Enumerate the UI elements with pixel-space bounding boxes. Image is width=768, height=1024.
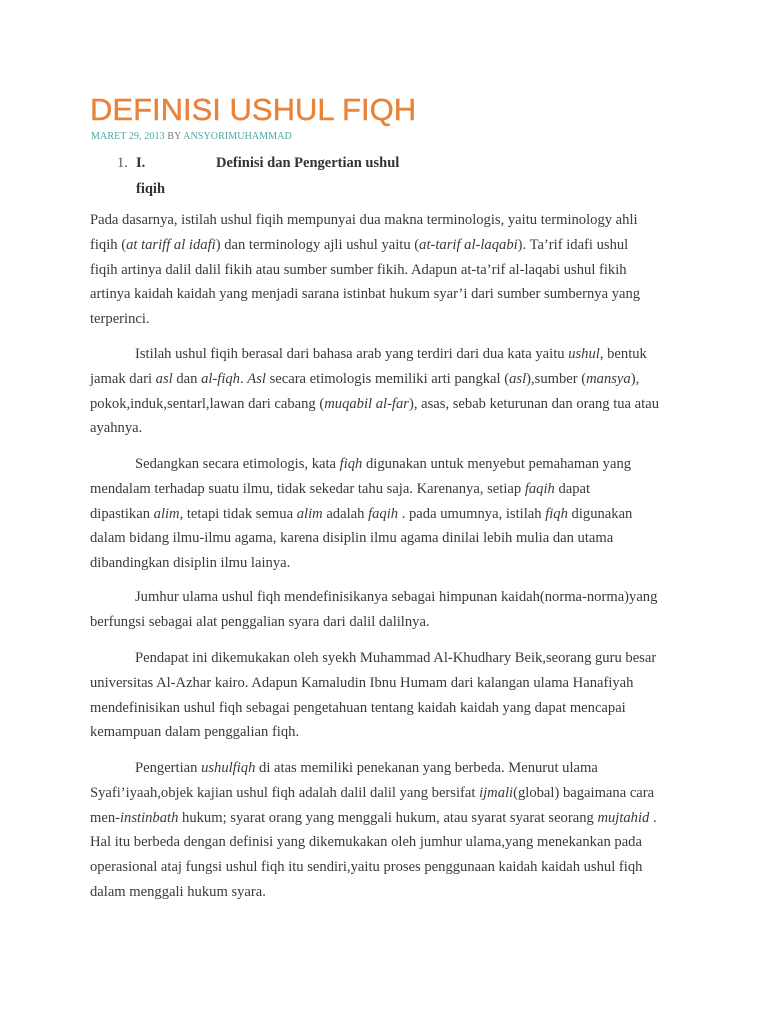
text-line: jamak dari asl dan al-fiqh. Asl secara etimologis memiliki arti pangkal (asl),sumber (mansya), [90, 370, 640, 387]
paragraph-3 [90, 452, 690, 576]
text-line: artinya kaidah kaidah yang menjadi sarana istinbat hukum syar’i dari sumber sumbernya yang [90, 286, 641, 303]
paragraph-5 [90, 646, 690, 745]
italic-term: asl [155, 370, 173, 387]
author-link[interactable]: ANSYORIMUHAMMAD [183, 131, 292, 142]
text-line: dalam menggali hukum syara. [90, 883, 266, 900]
post-date-link[interactable]: MARET 29, 2013 [91, 131, 165, 142]
italic-term: mujtahid [597, 809, 650, 826]
text-line: Pengertian ushulfiqh di atas memiliki penekanan yang berbeda. Menurut ulama [135, 760, 598, 776]
section-heading [117, 150, 399, 202]
italic-term: muqabil al-far [324, 395, 409, 412]
text-line: universitas Al-Azhar kairo. Adapun Kamaludin Ibnu Humam dari kalangan ulama Hanafiyah [90, 674, 634, 691]
text-line: dipastikan alim, tetapi tidak semua alim adalah faqih . pada umumnya, istilah fiqh digunakan [90, 505, 633, 522]
italic-term: asl [509, 370, 527, 387]
article-title: DEFINISI USHUL FIQH [90, 92, 417, 127]
text-line: Pada dasarnya, istilah ushul fiqih mempunyai dua makna terminologis, yaitu terminology ahli [90, 212, 638, 228]
text-line: dalam bidang ilmu-ilmu agama, karena disiplin ilmu agama dinilai lebih mulia dan utama [90, 530, 614, 547]
text-line: pokok,induk,sentarl,lawan dari cabang (muqabil al-far), asas, sebab keturunan dan orang tua atau [90, 395, 659, 412]
text-line: berfungsi sebagai alat penggalian syara dari dalil dalilnya. [90, 613, 430, 630]
italic-term: fiqh [545, 505, 568, 522]
italic-term: mansya [586, 370, 631, 387]
text-line: men-instinbath hukum; syarat orang yang menggali hukum, atau syarat syarat seorang mujtahid . [90, 809, 657, 826]
text-line: terperinci. [90, 311, 150, 328]
italic-term: alim [296, 505, 323, 522]
text-line: fiqih artinya dalil dalil fikih atau sumber sumber fikih. Adapun at-ta’rif al-laqabi ushul fikih [90, 261, 627, 278]
text-line: Pendapat ini dikemukakan oleh syekh Muhammad Al-Khudhary Beik,seorang guru besar [135, 650, 657, 666]
text-line: operasional ataj fungsi ushul fiqh itu sendiri,yaitu proses penggunaan kaidah kaidah ushul fiqh [90, 859, 643, 876]
text-line: ayahnya. [90, 420, 143, 437]
text-line: mendalam terhadap suatu ilmu, tidak sekedar tahu saja. Karenanya, setiap faqih dapat [90, 480, 591, 497]
italic-term: ijmali [479, 784, 514, 801]
italic-term: alim, [153, 505, 184, 522]
text-line: Jumhur ulama ushul fiqh mendefinisikanya sebagai himpunan kaidah(norma-norma)yang [135, 589, 658, 605]
text-line: Istilah ushul fiqih berasal dari bahasa arab yang terdiri dari dua kata yaitu ushul, bentuk [135, 346, 647, 362]
paragraph-4 [90, 585, 690, 635]
italic-term: Asl [247, 370, 266, 387]
italic-term: fiqh [339, 456, 363, 472]
italic-term: ushul [568, 346, 600, 362]
italic-term: ushulfiqh [201, 760, 256, 776]
italic-term: faqih [524, 480, 555, 497]
heading-continuation: fiqih [136, 181, 166, 197]
text-line: Hal itu berbeda dengan definisi yang dikemukakan oleh jumhur ulama,yang menekankan pada [90, 834, 642, 851]
article-meta [91, 131, 292, 143]
text-line: fiqih (at tariff al idafi) dan terminology ajli ushul yaitu (at-tarif al-laqabi). Ta’rif idafi ushul [90, 236, 629, 253]
text-line: Sedangkan secara etimologis, kata fiqh digunakan untuk menyebut pemahaman yang [135, 456, 632, 472]
text-line: dibandingkan disiplin ilmu lainya. [90, 555, 291, 572]
italic-term: faqih [368, 505, 399, 522]
byline-label: BY [167, 131, 182, 142]
italic-term: at tariff al idafi [126, 236, 216, 253]
text-line: Syafi’iyaah,objek kajian ushul fiqh adalah dalil dalil yang bersifat ijmali(global) bagaimana cara [90, 784, 655, 801]
paragraph-2 [90, 342, 690, 441]
italic-term: al-fiqh [201, 370, 240, 387]
italic-term: at-tarif al-laqabi [419, 236, 518, 253]
italic-term: instinbath [120, 809, 179, 826]
text-line: kemampuan dalam penggalian fiqh. [90, 724, 300, 741]
roman-numeral: I. [136, 155, 146, 171]
text-line: mendefinisikan ushul fiqh sebagai pengetahuan tentang kaidah kaidah yang dapat mencapai [90, 699, 626, 716]
heading-text: Definisi dan Pengertian ushul [216, 155, 400, 171]
paragraph-1 [90, 208, 690, 332]
list-number: 1. [117, 155, 128, 171]
paragraph-6 [90, 756, 690, 905]
